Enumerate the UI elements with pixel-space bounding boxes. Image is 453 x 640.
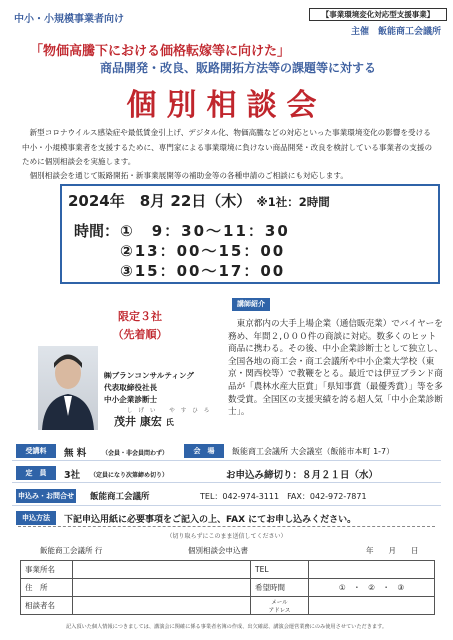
method-label: 申込方法 xyxy=(16,511,56,525)
venue-label: 会 場 xyxy=(184,444,224,458)
capacity-label: 定 員 xyxy=(16,466,56,480)
event-date-text: 2024年 8月 22日（木） xyxy=(68,192,252,210)
person-label: 相談者名 xyxy=(21,597,73,615)
lecturer-name-text: 茂井 康宏 xyxy=(114,415,162,428)
preferred-time-label: 希望時間 xyxy=(251,579,309,597)
person-field[interactable] xyxy=(73,597,251,615)
date-note: ※1社：2時間 xyxy=(256,195,330,209)
lecturer-bio: 東京都内の大手上場企業（通信販売業）でバイヤーを務め、年間２,０００件の商談に対応。数多くのヒット商品に携わる。その後、中小企業診断士として独立し、全国各地の商工会・商工会議所や中小企業大学校（東京・関西校等）で教鞭をとる。最近では伊豆ブランド商品が「農林水産大臣賞」「県知事賞（最優秀賞）」等を多数受賞。全国区の支援実績を誇る超人気「中小企業診断士」。 xyxy=(228,319,443,418)
limit-text: 限定３社 xyxy=(118,310,162,323)
contact-phone: TEL：042-974-3111 FAX：042-972-7871 xyxy=(200,492,367,501)
contact-org: 飯能商工会議所 xyxy=(90,492,150,502)
fee-value: 無 料 xyxy=(64,448,87,459)
deadline: お申込み締切り：８月２１日（水） xyxy=(226,470,379,481)
tel-label: TEL xyxy=(251,561,309,579)
form-date: 年 月 日 xyxy=(366,546,419,555)
lecturer-name xyxy=(114,413,174,429)
time-slot-3: ③15：00～17：00 xyxy=(120,262,286,280)
address-field[interactable] xyxy=(73,579,251,597)
form-row xyxy=(21,561,435,579)
application-form xyxy=(20,560,435,615)
name-reading: しげい やすひろ xyxy=(127,408,216,414)
position: 代表取締役社長 xyxy=(104,383,158,392)
event-date xyxy=(68,190,330,211)
fee-row xyxy=(12,442,441,461)
privacy-note: 記入頂いた個人情報につきましては、講演会に関確に係る事業者名簿の作成、出欠確認、講演会運営業務にのみ使用させていただきます。 xyxy=(65,624,388,630)
target-audience: 中小・小規模事業者向け xyxy=(14,14,124,25)
address-label: 住 所 xyxy=(21,579,73,597)
capacity-note: （定員になり次第締め切り） xyxy=(90,472,169,479)
business-name-label: 事業所名 xyxy=(21,561,73,579)
fee-note: （会員・非会員問わず） xyxy=(102,450,169,457)
honorific: 氏 xyxy=(165,418,174,427)
limit-note: （先着順） xyxy=(112,328,168,341)
form-row xyxy=(21,579,435,597)
cut-note: （切り取らずにこのまま送信してください） xyxy=(166,533,287,540)
lecturer-affiliation xyxy=(104,370,194,406)
program-label: 【事業環境変化対応型支援事業】 xyxy=(309,8,447,21)
time-label: 時間： xyxy=(74,222,120,240)
company-name: ㈱ブランコンサルティング xyxy=(104,371,194,380)
limit-notice xyxy=(100,308,180,344)
venue-value: 飯能商工会議所 大会議室（飯能市本町 1-7） xyxy=(232,447,395,456)
qualification: 中小企業診断士 xyxy=(104,395,158,404)
preferred-time-options[interactable]: ① ・ ② ・ ③ xyxy=(309,579,435,597)
form-recipient: 飯能商工会議所 行 xyxy=(40,546,103,555)
email-label: メール アドレス xyxy=(251,597,309,615)
email-field[interactable] xyxy=(309,597,435,615)
intro-paragraph: 新型コロナウイルス感染症や最低賃金引上げ、デジタル化、物価高騰などの対応といった事業環境変化の影響を受ける中小・小規模事業者を支援するために、専門家による事業環境に負けない商品開発・改良を検討している事業者の支援のために個別相談会を実施します。 xyxy=(22,128,433,166)
intro-paragraph-2: 個別相談会を通じて販路開拓・新事業展開等の補助金等の各種申請のご相談にも対応します。 xyxy=(29,171,348,180)
tel-field[interactable] xyxy=(309,561,435,579)
capacity-value: 3社 xyxy=(64,470,81,481)
lecturer-intro-badge: 講師紹介 xyxy=(232,298,270,311)
lecturer-photo xyxy=(38,346,98,430)
form-title: 個別相談会申込書 xyxy=(188,546,248,555)
time-slot-1: ① 9：30～11：30 xyxy=(120,222,290,240)
business-name-field[interactable] xyxy=(73,561,251,579)
fee-label: 受講料 xyxy=(16,444,56,458)
capacity-row xyxy=(12,464,441,483)
page-title: 個別相談会 xyxy=(126,88,327,123)
person-icon xyxy=(38,346,98,430)
contact-label: 申込み・お問合せ xyxy=(16,489,76,503)
time-slot-2: ②13：00～15：00 xyxy=(120,242,286,260)
form-row xyxy=(21,597,435,615)
cut-line xyxy=(18,526,435,527)
contact-row xyxy=(12,487,441,506)
headline-line1: 「物価高騰下における価格転嫁等に向けた」 xyxy=(30,44,291,59)
headline-line2: 商品開発・改良、販路開拓方法等の課題等に対する xyxy=(100,61,377,75)
method-text: 下記申込用紙に必要事項をご記入の上、FAX にてお申し込みください。 xyxy=(64,515,357,525)
organizer: 主催 飯能商工会議所 xyxy=(350,27,441,37)
